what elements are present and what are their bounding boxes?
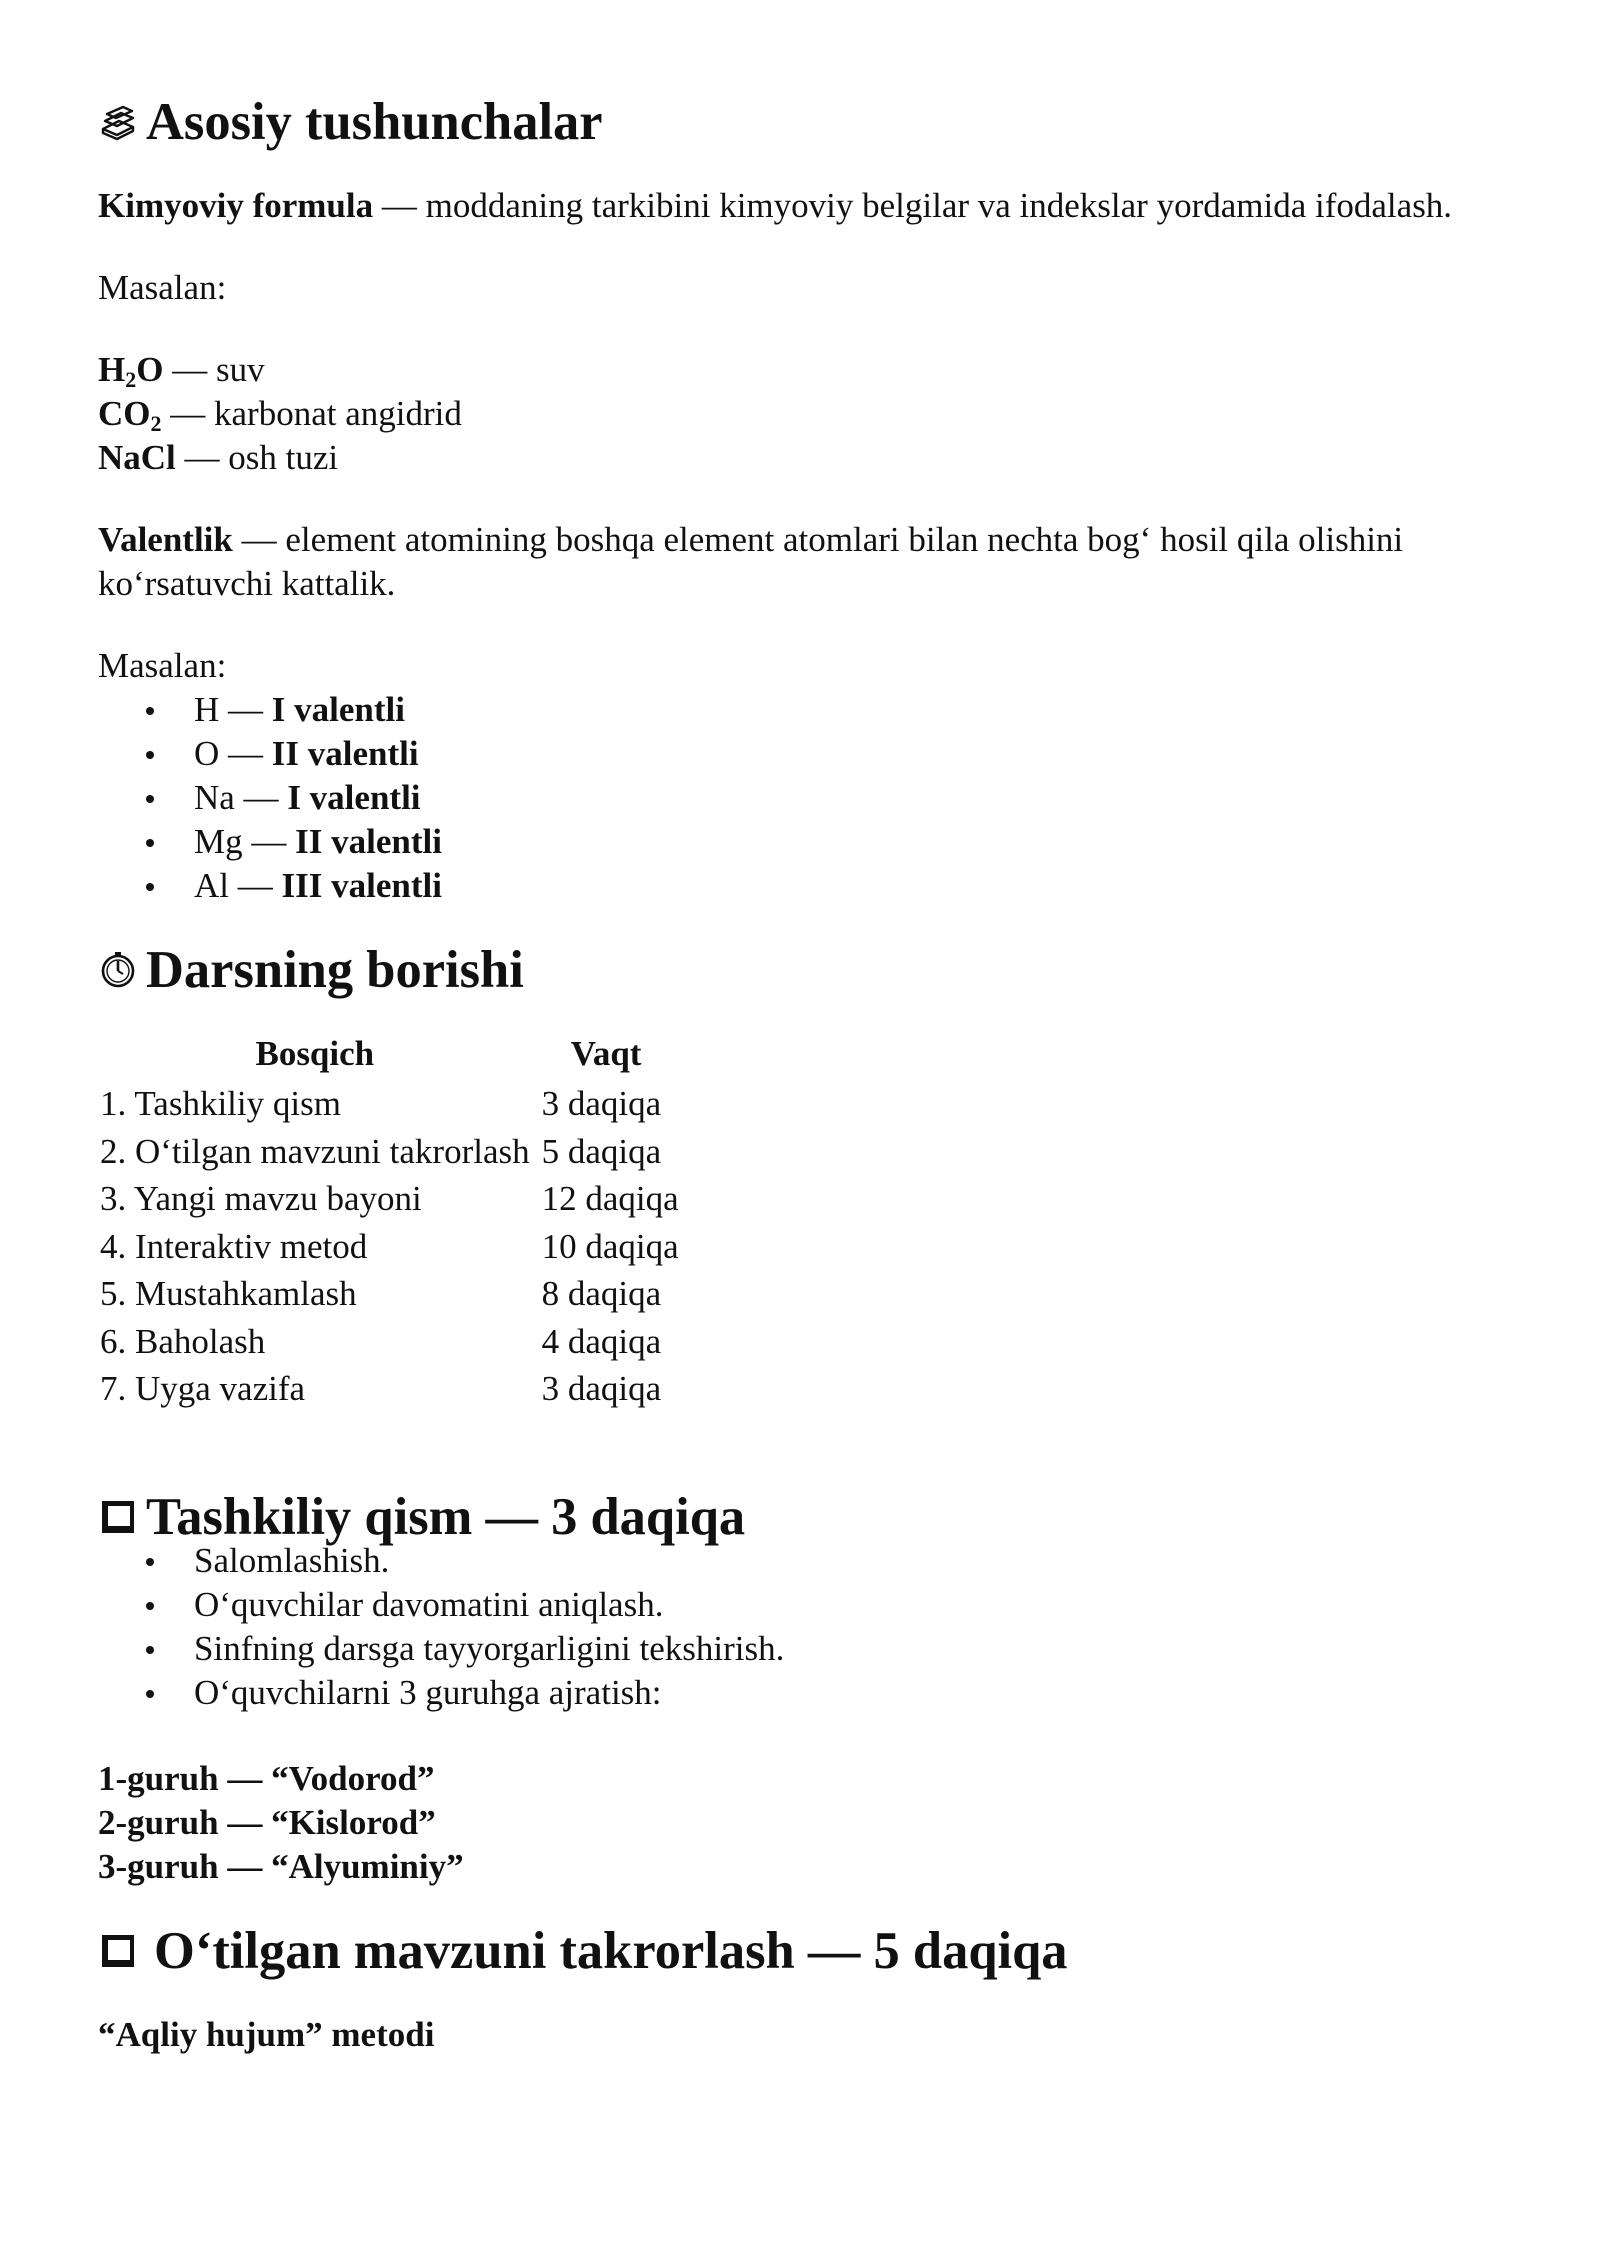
example-label: Masalan: <box>98 646 227 685</box>
section-heading-lesson <box>98 941 1518 999</box>
organization-list <box>142 1539 1518 1715</box>
section-title: O‘tilgan mavzuni takrorlash — 5 daqiqa <box>154 1921 1068 1980</box>
keycap-1-icon <box>98 1497 138 1537</box>
section-heading-concepts <box>98 93 1518 151</box>
section-heading-organization <box>98 1487 1518 1546</box>
list-item: Sinfning darsga tayyorgarligini tekshirish. <box>142 1627 1518 1671</box>
table-row <box>98 1318 681 1366</box>
time-cell: 4 daqiqa <box>541 1321 662 1361</box>
table-row <box>98 1128 681 1176</box>
table-row <box>98 1223 681 1271</box>
column-header: Bosqich <box>255 1034 375 1073</box>
example-label: Masalan: <box>98 268 227 307</box>
time-cell: 10 daqiqa <box>541 1226 679 1266</box>
list-item: O‘quvchilar davomatini aniqlash. <box>142 1583 1518 1627</box>
time-cell: 3 daqiqa <box>541 1369 662 1408</box>
section-title: Asosiy tushunchalar <box>146 93 603 151</box>
table-row <box>98 1270 681 1318</box>
table-header-row <box>98 1032 681 1080</box>
list-item: Mg — II valentli <box>142 820 1518 864</box>
group-line: 1-guruh — “Vodorod” <box>98 1758 435 1798</box>
definition-text: — element atomining boshqa element atomlari bilan nechta bog‘ hosil qila olishini ko‘rsatuvchi kattalik. <box>98 520 1404 603</box>
column-header: Vaqt <box>570 1034 642 1073</box>
time-cell: 5 daqiqa <box>541 1131 662 1171</box>
term: Valentlik <box>98 520 233 559</box>
list-item: O‘quvchilarni 3 guruhga ajratish: <box>142 1671 1518 1715</box>
formula-list <box>98 348 1518 480</box>
group-list <box>98 1757 1518 1889</box>
table-row <box>98 1175 681 1223</box>
definition-text: — moddaning tarkibini kimyoviy belgilar va indekslar yordamida ifodalash. <box>373 186 1453 225</box>
step-cell: 1. Tashkiliy qism <box>100 1084 341 1123</box>
formula-desc: — suv <box>163 350 265 389</box>
term: Kimyoviy formula <box>98 186 374 225</box>
group-line: 3-guruh — “Alyuminiy” <box>98 1846 464 1886</box>
formula: $H_2O$ <box>98 350 164 392</box>
section-title: Tashkiliy qism — 3 daqiqa <box>146 1487 746 1546</box>
time-cell: 8 daqiqa <box>541 1274 662 1313</box>
formula-line <box>98 436 1518 480</box>
list-item: Al — III valentli <box>142 864 1518 908</box>
keycap-2-icon <box>98 1931 138 1971</box>
list-item: Salomlashish. <box>142 1539 1518 1583</box>
group-line: 2-guruh — “Kislorod” <box>98 1802 436 1842</box>
formula-line <box>98 348 1518 392</box>
step-cell: 4. Interaktiv metod <box>100 1226 368 1266</box>
valence-definition <box>98 518 1518 606</box>
document-page <box>98 93 1518 2057</box>
valence-list <box>142 688 1518 908</box>
time-cell: 3 daqiqa <box>541 1084 662 1123</box>
time-cell: 12 daqiqa <box>541 1179 679 1218</box>
formula: $CO_2$ <box>98 394 162 436</box>
formula-desc: — karbonat angidrid <box>161 394 462 433</box>
table-row <box>98 1080 681 1128</box>
list-item: O — II valentli <box>142 732 1518 776</box>
step-cell: 7. Uyga vazifa <box>100 1369 306 1408</box>
formula-desc: — osh tuzi <box>175 438 339 477</box>
books-icon <box>98 102 138 142</box>
step-cell: 5. Mustahkamlash <box>100 1274 357 1313</box>
list-item: H — I valentli <box>142 688 1518 732</box>
formula: NaCl <box>98 438 176 477</box>
section-heading-review <box>98 1921 1518 1980</box>
table-row <box>98 1365 681 1413</box>
step-cell: 6. Baholash <box>100 1321 266 1361</box>
method-title: “Aqliy hujum” metodi <box>98 2014 435 2054</box>
list-item: Na — I valentli <box>142 776 1518 820</box>
stopwatch-icon <box>98 950 138 990</box>
formula-definition <box>98 184 1518 228</box>
step-cell: 2. O‘tilgan mavzuni takrorlash <box>100 1131 530 1171</box>
formula-line <box>98 392 1518 436</box>
lesson-steps-table <box>98 1032 681 1413</box>
step-cell: 3. Yangi mavzu bayoni <box>100 1179 422 1218</box>
section-title: Darsning borishi <box>146 941 524 999</box>
